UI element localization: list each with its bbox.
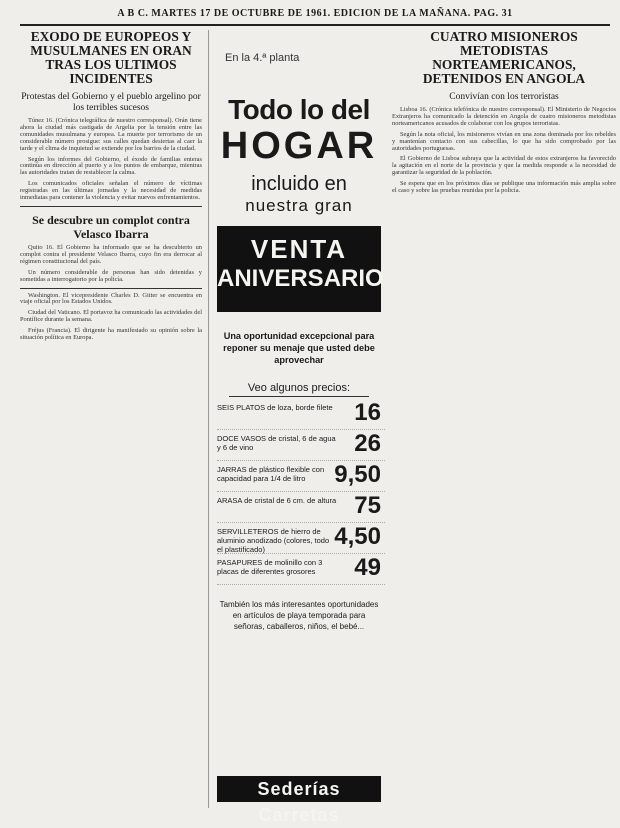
price-desc: PASAPURES de molinillo con 3 placas de diferentes grosores bbox=[217, 558, 323, 576]
ad-signature: Sederías Carretas bbox=[217, 776, 381, 802]
ad-banner-word-1: VENTA bbox=[250, 234, 348, 264]
ad-line-4: nuestra gran bbox=[245, 196, 353, 215]
price-value: 26 bbox=[354, 430, 381, 457]
page-header: A B C. MARTES 17 DE OCTUBRE DE 1961. EDICION DE LA MAÑANA. PAG. 31 bbox=[117, 8, 513, 19]
right-column bbox=[392, 30, 616, 806]
price-value: 9,50 bbox=[334, 461, 381, 488]
left-headline-2: Se descubre un complot contra Velasco Ibarra bbox=[32, 212, 190, 241]
ad-pitch: Una oportunidad excepcional para reponer su menaje que usted debe aprovechar bbox=[223, 331, 375, 365]
price-value: 75 bbox=[354, 492, 381, 519]
price-desc: SEIS PLATOS de loza, borde filete bbox=[217, 403, 333, 412]
ad-box bbox=[208, 30, 389, 825]
price-row bbox=[217, 554, 385, 585]
left-paragraph-2: Quito 16. El Gobierno ha informado que se ha descubierto un complot contra el presidente Velasco Ibarra, cuyo fin era derrocar al régimen constitucional del país. bbox=[20, 243, 202, 265]
left-column bbox=[20, 30, 202, 802]
header-rule bbox=[20, 24, 610, 26]
price-value: 16 bbox=[354, 399, 381, 426]
right-paragraph: El Gobierno de Lisboa subraya que la actividad de estos extranjeros ha favorecido la agitación en el norte de la provincia y que la medida responde a la necesidad de garantizar la seguridad de la población. bbox=[392, 155, 616, 177]
price-value: 49 bbox=[354, 554, 381, 581]
price-desc: SERVILLETEROS de hierro de aluminio anodizado (colores, todo el plastificado) bbox=[217, 527, 330, 554]
price-desc: JARRAS de plástico flexible con capacidad para 1/4 de litro bbox=[217, 465, 325, 483]
ad-line-2: HOGAR bbox=[220, 125, 378, 167]
left-brief: Ciudad del Vaticano. El portavoz ha comunicado las actividades del Pontífice durante la semana. bbox=[20, 309, 202, 324]
price-desc: DOCE VASOS de cristal, 6 de agua y 6 de vino bbox=[217, 434, 336, 452]
price-row bbox=[217, 430, 385, 461]
price-row bbox=[217, 461, 385, 492]
left-subhead: Protestas del Gobierno y el pueblo argelino por los terribles sucesos bbox=[21, 92, 201, 113]
left-paragraph: Según los informes del Gobierno, el éxodo de familias enteras continúa en dirección al puerto y a los puntos de embarque, mientras las autoridades tratan de restablecer la calma. bbox=[20, 155, 202, 177]
right-paragraph: Se espera que en los próximos días se publique una información más amplia sobre el caso y sobre las pruebas reunidas por la policía. bbox=[392, 180, 616, 195]
ad-banner-word-2: ANIVERSARIO bbox=[217, 265, 384, 292]
ad-line-1: Todo lo del bbox=[228, 94, 370, 125]
right-paragraph: Según la nota oficial, los misioneros vivían en una zona dominada por los rebeldes y mantenían contacto con sus cabecillas, lo que ha sido comprobado por las autoridades portuguesas. bbox=[392, 130, 616, 152]
left-headline: EXODO DE EUROPEOS Y MUSULMANES EN ORAN TRAS LOS ULTIMOS INCIDENTES bbox=[30, 29, 192, 86]
ad-floor-label: En la 4.ª planta bbox=[225, 52, 300, 64]
price-row bbox=[217, 399, 385, 430]
ad-banner bbox=[217, 226, 384, 312]
left-paragraph-2: Un número considerable de personas han sido detenidas y sometidas a interrogatorio por la policía. bbox=[20, 268, 202, 283]
left-paragraph: Los comunicados oficiales señalan el número de víctimas registradas en las últimas jornadas y la necesidad de medidas inmediatas para contener la violencia y evitar nuevos enfrentamientos. bbox=[20, 180, 202, 202]
right-paragraph: Lisboa 16. (Crónica telefónica de nuestro corresponsal). El Ministerio de Negocios Extranjeros ha comunicado la detención en Angola de cuatro misioneros metodistas norteamericanos acusados de colaborar con los grupos terroristas. bbox=[392, 106, 616, 127]
ad-prices-heading: Veo algunos precios: bbox=[229, 382, 369, 397]
ad-footer-text: También los más interesantes oportunidades en artículos de playa temporada para señoras, caballeros, niños, el bebé... bbox=[219, 600, 379, 631]
left-divider-2 bbox=[20, 288, 202, 289]
advertisement bbox=[208, 30, 388, 825]
left-paragraph: Túnez 16. (Crónica telegráfica de nuestro corresponsal). Orán tiene ahora la ciudad más castigada de Argelia por la tensión entre las comunidades musulmana y europea. La muerte por terrorismo de un considerable número prosigue: sus calles quedan desiertas al caer la tarde y el clima de inquietud se extiende por los barrios de la ciudad. bbox=[20, 117, 202, 152]
price-desc: ARASA de cristal de 6 cm. de altura bbox=[217, 496, 337, 505]
price-row bbox=[217, 492, 385, 523]
ad-line-3: incluido en bbox=[251, 173, 347, 195]
left-divider bbox=[20, 206, 202, 207]
left-brief: Fréjus (Francia). El dirigente ha manifestado su opinión sobre la situación política en Europa. bbox=[20, 327, 202, 342]
right-subhead: Convivían con los terroristas bbox=[449, 92, 559, 102]
right-headline: CUATRO MISIONEROS METODISTAS NORTEAMERICANOS, DETENIDOS EN ANGOLA bbox=[422, 29, 586, 86]
price-row bbox=[217, 523, 385, 554]
left-brief: Washington. El vicepresidente Charles D. Gitter se encuentra en viaje oficial por los Estados Unidos. bbox=[20, 291, 202, 306]
price-value: 4,50 bbox=[334, 523, 381, 550]
